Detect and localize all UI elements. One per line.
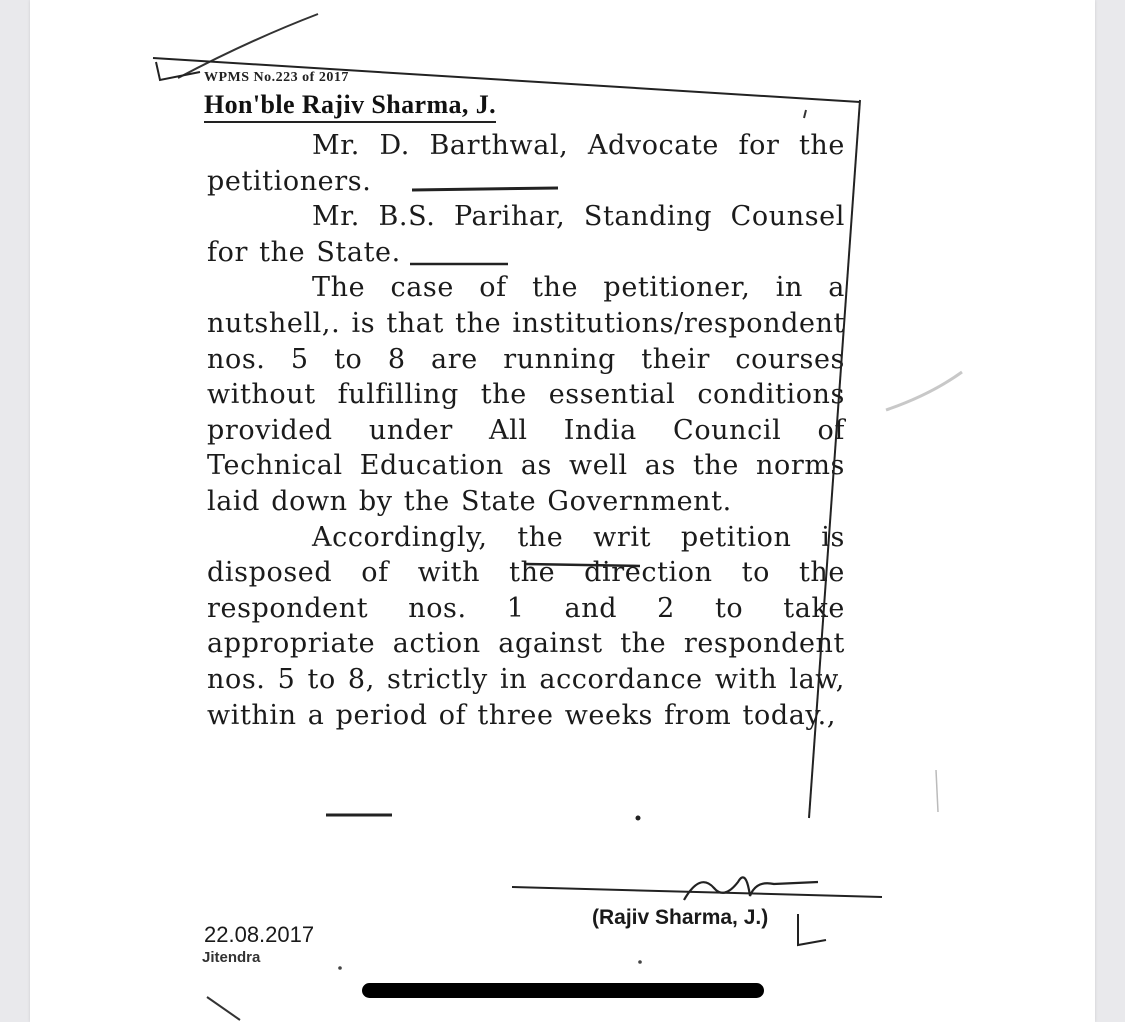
order-paragraph-appearance-state: Mr. B.S. Parihar, Standing Counsel for the State. — [207, 201, 845, 268]
signatory-name: (Rajiv Sharma, J.) — [592, 906, 769, 929]
order-paragraph-case-facts: The case of the petitioner, in a nutshell,. is that the institutions/respondent nos. 5 to 8 are running their courses without fulfilling the essential conditions provided under All India Council of Technical Education as well as the norms laid down by the State Government. — [207, 272, 845, 517]
order-paragraph-appearance-petitioners: Mr. D. Barthwal, Advocate for the petitioners. — [207, 130, 845, 197]
judge-heading: Hon'ble Rajiv Sharma, J. — [204, 90, 496, 123]
clerk-initials: Jitendra — [202, 949, 261, 966]
order-date: 22.08.2017 — [204, 922, 315, 947]
home-indicator-bar[interactable] — [362, 983, 764, 998]
case-number: WPMS No.223 of 2017 — [204, 70, 349, 85]
order-paragraph-direction: Accordingly, the writ petition is disposed of with the direction to the respondent nos. 1 and 2 to take appropriate action against the respondent nos. 5 to 8, strictly in accordance with law, within a period of three weeks from today., — [207, 521, 845, 731]
order-body — [207, 128, 845, 733]
